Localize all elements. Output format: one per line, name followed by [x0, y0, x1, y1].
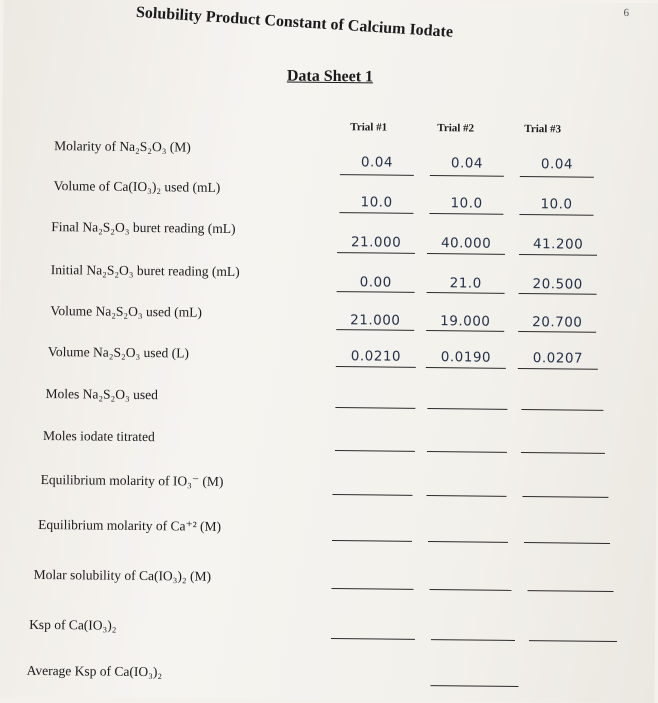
trial-2-volume-thiosulfate-l[interactable]: 0.0190: [440, 349, 492, 366]
row-label-final-buret-reading: Final Na₂S₂O₃ buret reading (mL): [51, 219, 236, 237]
trial-3-volume-calcium-iodate[interactable]: 10.0: [540, 196, 573, 213]
data-sheet-heading: Data Sheet 1: [286, 67, 374, 86]
answer-line: [336, 329, 414, 331]
answer-line: [519, 254, 597, 256]
row-label-equilibrium-iodate: Equilibrium molarity of IO₃⁻ (M): [40, 471, 224, 489]
answer-line: [427, 292, 505, 294]
trial-2-initial-buret-reading[interactable]: 21.0: [449, 275, 482, 292]
page-number: 6: [623, 7, 630, 20]
answer-line: [430, 685, 518, 687]
trial-2-volume-thiosulfate-ml[interactable]: 19.000: [440, 313, 491, 330]
answer-line: [427, 451, 507, 453]
row-label-molarity-thiosulfate: Molarity of Na₂S₂O₃ (M): [54, 138, 191, 155]
answer-line: [335, 450, 415, 452]
trial-1-equilibrium-iodate[interactable]: [333, 478, 413, 479]
row-label-ksp: Ksp of Ca(IO₃)₂: [29, 616, 117, 633]
answer-line: [332, 494, 412, 496]
trial-1-final-buret-reading[interactable]: 21.000: [350, 234, 402, 251]
trial-2-moles-iodate[interactable]: [427, 435, 507, 436]
trial-3-moles-iodate[interactable]: [521, 436, 603, 437]
trial-1-moles-thiosulfate[interactable]: [336, 392, 416, 393]
row-label-moles-iodate: Moles iodate titrated: [43, 428, 155, 445]
answer-line: [427, 408, 507, 410]
trial-1-moles-iodate[interactable]: [335, 434, 415, 435]
answer-line: [426, 367, 506, 369]
trial-2-equilibrium-calcium[interactable]: [428, 525, 508, 526]
answer-line: [430, 175, 504, 177]
answer-line: [524, 542, 610, 544]
trial-1-volume-thiosulfate-ml[interactable]: 21.000: [350, 312, 401, 329]
answer-line: [331, 588, 413, 590]
answer-line: [429, 589, 511, 591]
row-label-volume-calcium-iodate: Volume of Ca(IO₃)₂ used (mL): [53, 178, 221, 195]
answer-line: [518, 368, 598, 370]
row-label-volume-thiosulfate-ml: Volume Na₂S₂O₃ used (mL): [50, 303, 202, 320]
answer-line: [332, 540, 412, 542]
column-header-trial-3: Trial #3: [524, 123, 562, 136]
trial-1-volume-thiosulfate-l[interactable]: 0.0210: [350, 348, 402, 365]
answer-line: [335, 407, 415, 409]
answer-line: [340, 174, 414, 176]
trial-2-molarity-thiosulfate[interactable]: 0.04: [450, 155, 484, 172]
trial-3-molar-solubility[interactable]: [528, 574, 612, 575]
trial-1-molarity-thiosulfate[interactable]: 0.04: [360, 154, 394, 171]
row-label-equilibrium-calcium: Equilibrium molarity of Ca⁺² (M): [38, 516, 222, 534]
answer-line: [426, 495, 506, 497]
trial-3-equilibrium-calcium[interactable]: [524, 526, 608, 527]
row-label-initial-buret-reading: Initial Na₂S₂O₃ buret reading (mL): [50, 262, 240, 280]
trial-1-initial-buret-reading[interactable]: 0.00: [359, 274, 392, 291]
trial-3-equilibrium-iodate[interactable]: [523, 480, 607, 481]
trial-3-moles-thiosulfate[interactable]: [520, 394, 600, 395]
answer-line: [519, 214, 593, 216]
trial-2-moles-thiosulfate[interactable]: [426, 393, 506, 394]
trial-2-final-buret-reading[interactable]: 40.000: [440, 235, 492, 252]
trial-3-molarity-thiosulfate[interactable]: 0.04: [540, 156, 574, 173]
answer-line: [427, 253, 505, 255]
answer-line: [331, 638, 415, 640]
column-header-trial-2: Trial #2: [437, 122, 475, 135]
answer-line: [520, 176, 594, 178]
trial-3-ksp[interactable]: [529, 624, 615, 625]
row-label-average-ksp: Average Ksp of Ca(IO₃)₂: [26, 662, 163, 680]
trial-2-molar-solubility[interactable]: [430, 573, 512, 574]
answer-line: [339, 212, 413, 214]
answer-line: [522, 496, 608, 498]
answer-line: [521, 452, 605, 454]
row-label-volume-thiosulfate-l: Volume Na₂S₂O₃ used (L): [47, 344, 190, 361]
answer-line: [519, 293, 597, 295]
row-label-molar-solubility: Molar solubility of Ca(IO₃)₂ (M): [33, 566, 212, 584]
answer-line: [336, 366, 416, 368]
trial-3-initial-buret-reading[interactable]: 20.500: [532, 276, 583, 293]
answer-line: [529, 640, 617, 642]
trial-3-volume-thiosulfate-ml[interactable]: 20.700: [532, 314, 583, 331]
average-ksp-value[interactable]: [431, 669, 519, 670]
trial-3-volume-thiosulfate-l[interactable]: 0.0207: [532, 350, 584, 367]
trial-2-volume-calcium-iodate[interactable]: 10.0: [450, 195, 483, 212]
answer-line: [429, 213, 503, 215]
column-header-trial-1: Trial #1: [350, 121, 388, 134]
answer-line: [426, 330, 504, 332]
trial-1-equilibrium-calcium[interactable]: [332, 524, 412, 525]
answer-line: [521, 409, 603, 411]
row-label-moles-thiosulfate: Moles Na₂S₂O₃ used: [45, 386, 158, 403]
answer-line: [428, 541, 508, 543]
answer-line: [337, 291, 415, 293]
trial-1-ksp[interactable]: [331, 622, 415, 623]
answer-line: [337, 252, 415, 254]
trial-2-ksp[interactable]: [431, 623, 515, 624]
answer-line: [518, 331, 596, 333]
trial-1-molar-solubility[interactable]: [332, 572, 414, 573]
trial-3-final-buret-reading[interactable]: 41.200: [532, 236, 584, 253]
trial-1-volume-calcium-iodate[interactable]: 10.0: [360, 194, 393, 211]
trial-2-equilibrium-iodate[interactable]: [427, 479, 507, 480]
answer-line: [431, 639, 515, 641]
answer-line: [527, 590, 613, 592]
document-title: Solubility Product Constant of Calcium Iodate: [135, 3, 454, 41]
